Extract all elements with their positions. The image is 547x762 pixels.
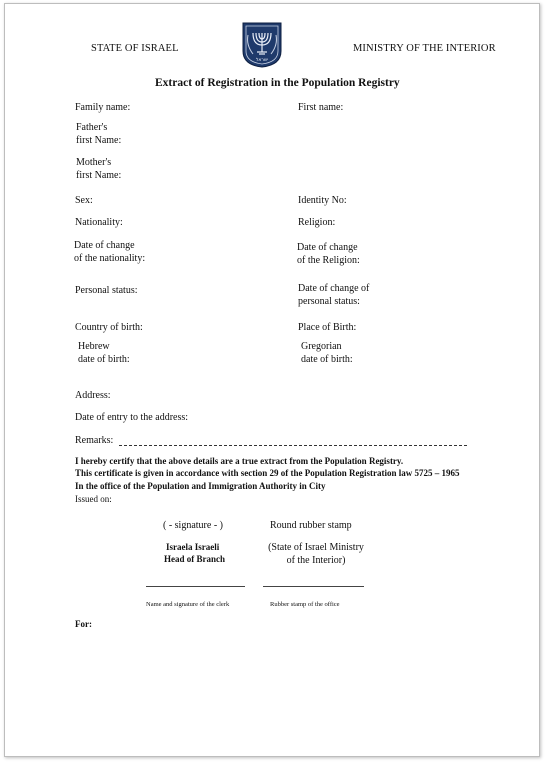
round-rubber-stamp-label: Round rubber stamp: [270, 520, 352, 531]
state-of-israel-header: STATE OF ISRAEL: [91, 43, 179, 54]
religion-label: Religion:: [298, 217, 336, 228]
signer-role: Head of Branch: [164, 554, 226, 564]
first-name-label: First name:: [298, 102, 344, 113]
hebrew-date-of-birth-label: Hebrew date of birth:: [78, 341, 130, 365]
svg-text:ישראל: ישראל: [255, 58, 269, 63]
certify-line-3: In the office of the Population and Immigration Authority in City: [75, 481, 326, 491]
date-entry-address-label: Date of entry to the address:: [75, 412, 189, 423]
place-of-birth-label: Place of Birth:: [298, 322, 357, 333]
certify-line-2: This certificate is given in accordance with section 29 of the Population Registration law 5725 – 1965: [75, 468, 460, 478]
for-label: For:: [75, 619, 92, 629]
signer-name: Israela Israeli: [166, 542, 220, 552]
clerk-signature-line: [146, 586, 245, 587]
mothers-first-name-label: Mother's first Name:: [76, 157, 122, 181]
stamp-text: (State of Israel Ministry of the Interior): [268, 542, 364, 566]
address-label: Address:: [75, 390, 111, 401]
remarks-line: [119, 445, 467, 446]
certify-line-1: I hereby certify that the above details are a true extract from the Population Registry.: [75, 456, 404, 466]
sex-label: Sex:: [75, 195, 93, 206]
fathers-first-name-label: Father's first Name:: [76, 122, 122, 146]
issued-on-label: Issued on:: [75, 494, 112, 504]
office-stamp-line: [263, 586, 364, 587]
document-title: Extract of Registration in the Population Registry: [155, 77, 400, 89]
date-change-nationality-label: Date of change of the nationality:: [74, 240, 146, 264]
remarks-label: Remarks:: [75, 435, 114, 446]
date-change-religion-label: Date of change of the Religion:: [297, 242, 360, 266]
clerk-caption: Name and signature of the clerk: [146, 601, 230, 608]
country-of-birth-label: Country of birth:: [75, 322, 143, 333]
signature-label: ( - signature - ): [163, 520, 223, 531]
ministry-of-interior-header: MINISTRY OF THE INTERIOR: [353, 43, 496, 54]
date-change-personal-status-label: Date of change of personal status:: [298, 283, 370, 307]
identity-no-label: Identity No:: [298, 195, 347, 206]
certificate-page: [4, 3, 540, 757]
family-name-label: Family name:: [75, 102, 131, 113]
israel-emblem-icon: [241, 21, 283, 68]
office-caption: Rubber stamp of the office: [270, 601, 340, 608]
gregorian-date-of-birth-label: Gregorian date of birth:: [301, 341, 353, 365]
nationality-label: Nationality:: [75, 217, 123, 228]
personal-status-label: Personal status:: [75, 285, 138, 296]
